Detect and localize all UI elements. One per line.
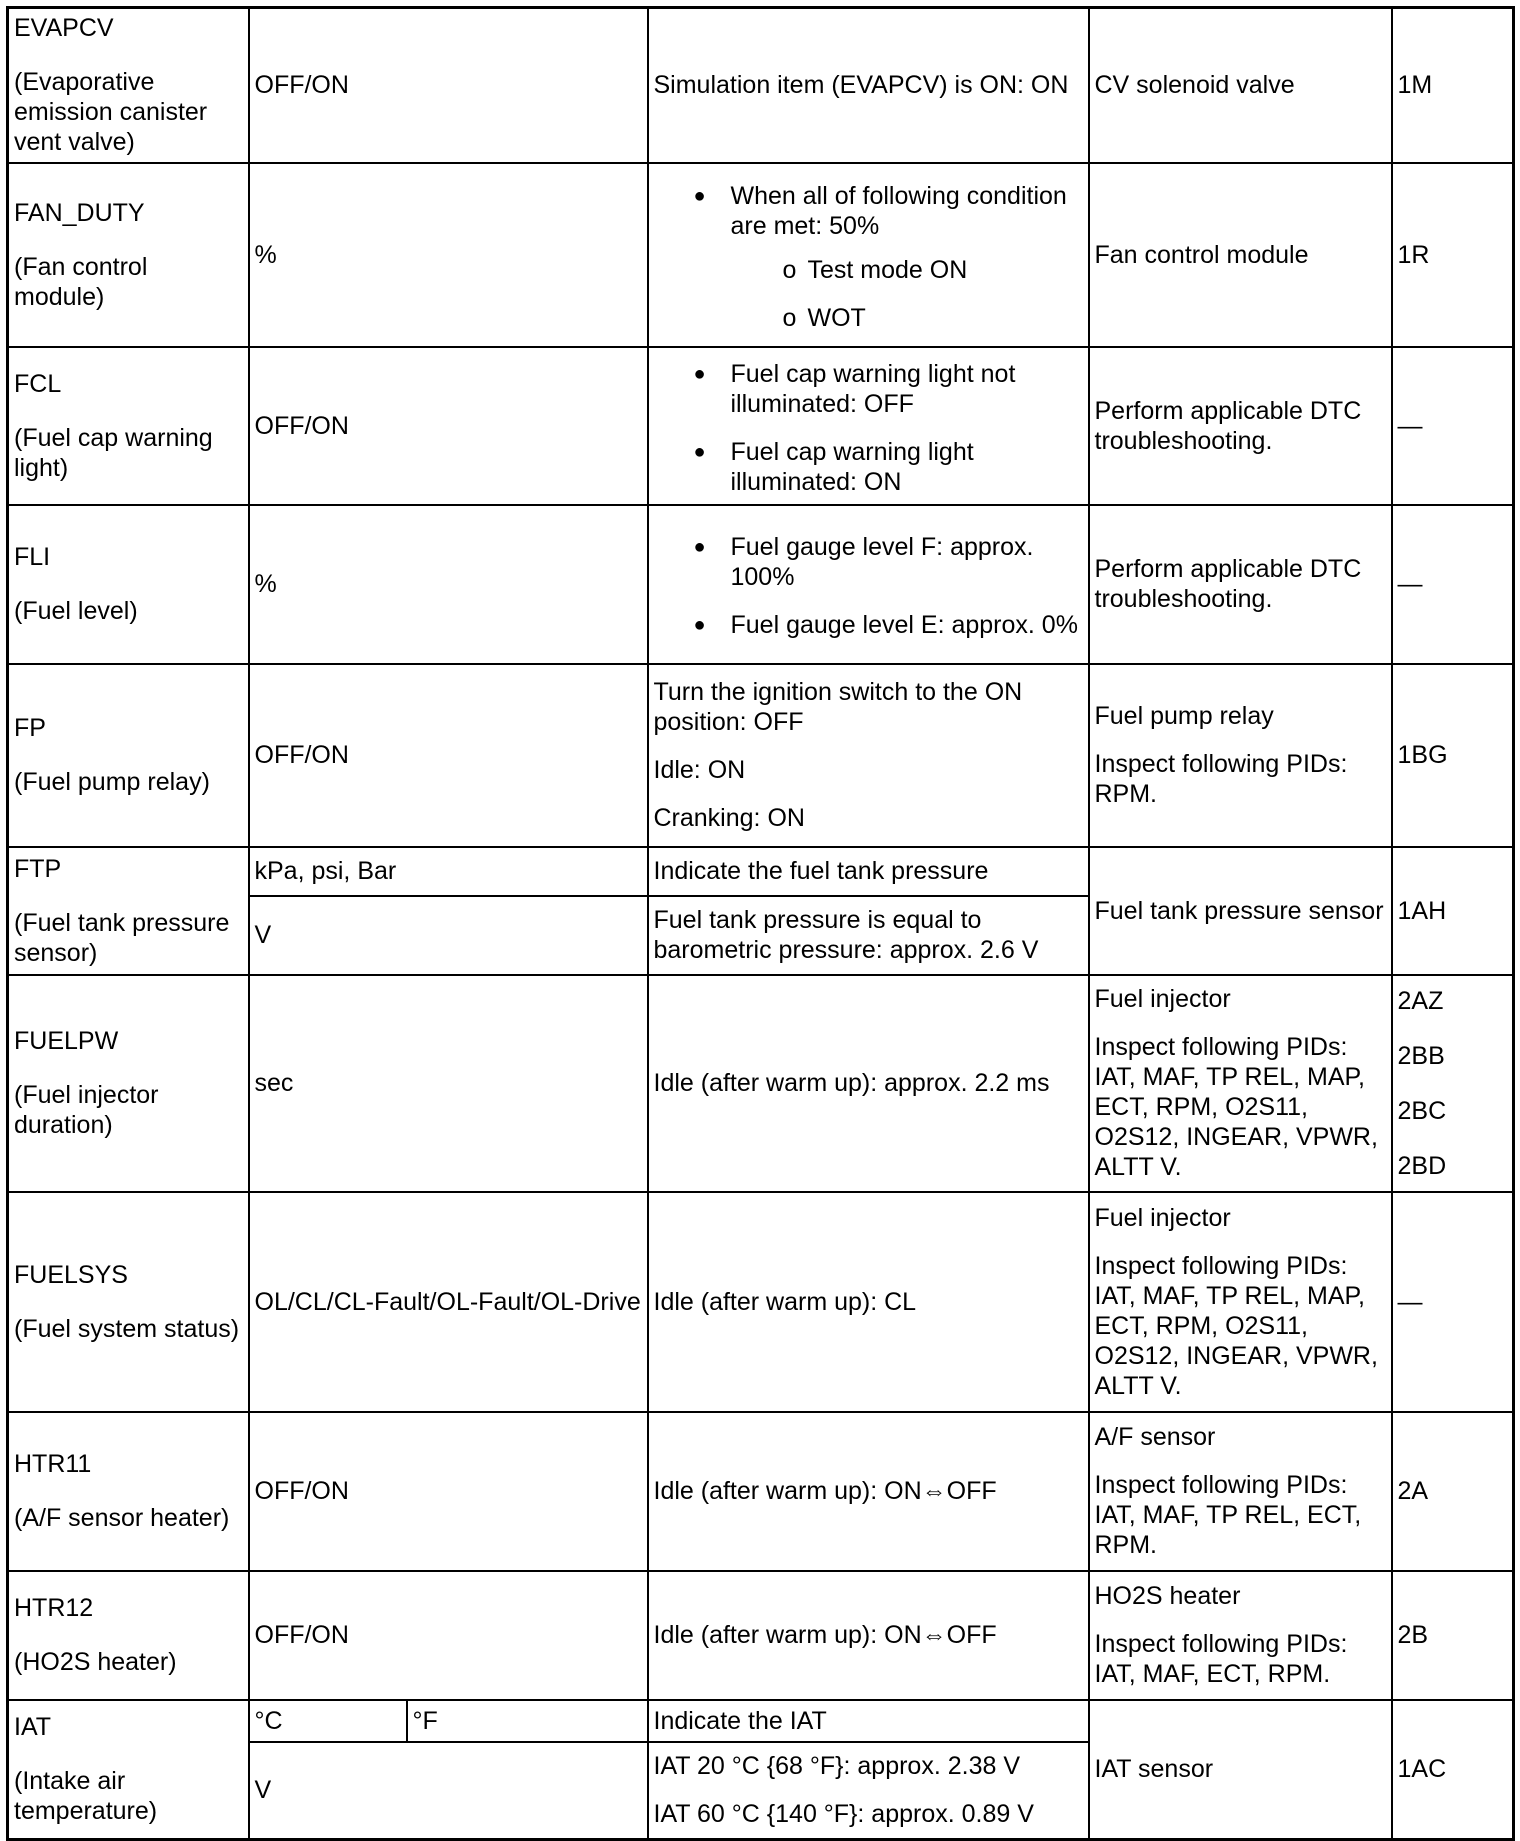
terminal-cell: 1R: [1392, 163, 1514, 347]
terminal-cell: 1AH: [1392, 847, 1514, 975]
condition-bullet: [654, 181, 1084, 333]
condition-cell: [648, 347, 1089, 505]
pid-name-cell: [8, 163, 249, 347]
pid-name: FAN_DUTY: [14, 198, 145, 227]
terminal-cell: 1M: [1392, 8, 1514, 163]
condition-cell: Simulation item (EVAPCV) is ON: ON: [648, 8, 1089, 163]
pid-name: FTP: [14, 854, 62, 883]
pid-reference-page: [6, 6, 1512, 1837]
terminal-cell: —: [1392, 1192, 1514, 1412]
pid-description: (Fan control module): [14, 252, 148, 311]
unit-cell: OFF/ON: [249, 1412, 648, 1571]
pid-name-cell: [8, 847, 249, 975]
action-detail: Inspect following PIDs: IAT, MAF, TP REL, ECT, RPM.: [1094, 1471, 1362, 1559]
pid-name-cell: [8, 1571, 249, 1700]
terminal-code: 2BD: [1397, 1151, 1447, 1180]
condition-cell: Idle (after warm up): CL: [648, 1192, 1089, 1412]
table-row: [8, 8, 1514, 163]
unit-cell-fahrenheit: °F: [407, 1700, 648, 1742]
pid-monitor-table: [6, 6, 1515, 1841]
condition-cell: Idle (after warm up): ON⇔OFF: [648, 1412, 1089, 1571]
pid-name-cell: [8, 505, 249, 664]
condition-line: IAT 60 °C {140 °F}: approx. 0.89 V: [653, 1800, 1034, 1829]
table-row: [8, 975, 1514, 1192]
table-row: [8, 847, 1514, 896]
table-row: [8, 664, 1514, 847]
pid-description: (Fuel system status): [14, 1314, 240, 1343]
pid-name-cell: [8, 664, 249, 847]
unit-cell: sec: [249, 975, 648, 1192]
action-detail: Inspect following PIDs: IAT, MAF, TP REL, MAP, ECT, RPM, O2S11, O2S12, INGEAR, VPWR, ALTT V.: [1094, 1033, 1378, 1181]
action-title: A/F sensor: [1094, 1423, 1216, 1451]
unit-cell: kPa, psi, Bar: [249, 847, 648, 896]
terminal-cell: 2B: [1392, 1571, 1514, 1700]
action-cell: IAT sensor: [1089, 1700, 1392, 1840]
condition-line: Cranking: ON: [653, 804, 805, 832]
unit-cell: %: [249, 505, 648, 664]
table-row: [8, 1700, 1514, 1742]
condition-line: Turn the ignition switch to the ON position: OFF: [653, 678, 1023, 736]
condition-line: Idle: ON: [653, 756, 746, 784]
pid-description: (A/F sensor heater): [14, 1504, 230, 1532]
condition-cell: [648, 664, 1089, 847]
pid-name: FP: [14, 714, 46, 742]
pid-name: HTR12: [14, 1594, 94, 1622]
condition-cell: Indicate the IAT: [648, 1700, 1089, 1742]
pid-description: (Fuel cap warning light): [14, 423, 213, 482]
pid-name: EVAPCV: [14, 14, 114, 43]
unit-cell: OFF/ON: [249, 347, 648, 505]
action-cell: [1089, 975, 1392, 1192]
action-cell: Fan control module: [1089, 163, 1392, 347]
table-row: [8, 163, 1514, 347]
pid-name-cell: [8, 975, 249, 1192]
condition-bullet: ● Fuel cap warning light illuminated: ON: [654, 437, 1084, 497]
pid-name-cell: [8, 1192, 249, 1412]
pid-description: (Intake air temperature): [14, 1767, 158, 1826]
pid-description: (Evaporative emission canister vent valve): [14, 68, 208, 157]
action-cell: CV solenoid valve: [1089, 8, 1392, 163]
condition-cell: [648, 163, 1089, 347]
terminal-code: 2AZ: [1397, 986, 1444, 1015]
condition-sub-item: o Test mode ON: [731, 255, 1084, 285]
pid-name-cell: [8, 1700, 249, 1840]
condition-bullet: ● Fuel cap warning light not illuminated: OFF: [654, 359, 1084, 419]
action-detail: Inspect following PIDs: IAT, MAF, ECT, RPM.: [1094, 1630, 1348, 1688]
action-title: Fuel injector: [1094, 985, 1231, 1013]
unit-cell: V: [249, 896, 648, 975]
pid-description: (HO2S heater): [14, 1648, 177, 1676]
unit-cell: OFF/ON: [249, 1571, 648, 1700]
table-row: [8, 1571, 1514, 1700]
pid-description: (Fuel injector duration): [14, 1081, 159, 1139]
action-title: Fuel pump relay: [1094, 702, 1274, 730]
unit-cell: V: [249, 1742, 648, 1840]
condition-bullet: ● Fuel gauge level E: approx. 0%: [654, 610, 1084, 640]
condition-cell: Idle (after warm up): approx. 2.2 ms: [648, 975, 1089, 1192]
pid-name: FUELPW: [14, 1027, 119, 1055]
condition-bullet: ● Fuel gauge level F: approx. 100%: [654, 532, 1084, 592]
action-cell: [1089, 1192, 1392, 1412]
pid-description: (Fuel level): [14, 597, 138, 625]
condition-sub-item: o WOT: [731, 303, 1084, 333]
action-title: Fuel injector: [1094, 1203, 1231, 1232]
terminal-cell: —: [1392, 505, 1514, 664]
action-cell: [1089, 664, 1392, 847]
pid-description: (Fuel pump relay): [14, 768, 210, 796]
unit-cell: OFF/ON: [249, 8, 648, 163]
action-cell: [1089, 1571, 1392, 1700]
pid-name-cell: [8, 347, 249, 505]
action-cell: Perform applicable DTC troubleshooting.: [1089, 505, 1392, 664]
action-cell: [1089, 1412, 1392, 1571]
table-row: [8, 1412, 1514, 1571]
action-title: HO2S heater: [1094, 1582, 1241, 1610]
unit-cell: OFF/ON: [249, 664, 648, 847]
pid-name-cell: [8, 1412, 249, 1571]
action-cell: Perform applicable DTC troubleshooting.: [1089, 347, 1392, 505]
table-row: [8, 347, 1514, 505]
pid-name: IAT: [14, 1713, 52, 1742]
unit-cell: %: [249, 163, 648, 347]
terminal-cell: 1BG: [1392, 664, 1514, 847]
pid-description: (Fuel tank pressure sensor): [14, 908, 230, 967]
condition-cell: Indicate the fuel tank pressure: [648, 847, 1089, 896]
unit-cell: OL/CL/CL-Fault/OL-Fault/OL-Drive: [249, 1192, 648, 1412]
terminal-cell: [1392, 975, 1514, 1192]
action-cell: Fuel tank pressure sensor: [1089, 847, 1392, 975]
table-row: [8, 505, 1514, 664]
unit-cell-celsius: °C: [249, 1700, 407, 1742]
action-detail: Inspect following PIDs: RPM.: [1094, 750, 1348, 808]
condition-cell: Idle (after warm up): ON⇔OFF: [648, 1571, 1089, 1700]
terminal-code: 2BC: [1397, 1096, 1447, 1125]
terminal-cell: 1AC: [1392, 1700, 1514, 1840]
pid-name: HTR11: [14, 1450, 92, 1478]
condition-bullet-text: When all of following condition are met: 50%: [730, 181, 1067, 240]
terminal-code: 2BB: [1397, 1041, 1445, 1070]
action-detail: Inspect following PIDs: IAT, MAF, TP REL, MAP, ECT, RPM, O2S11, O2S12, INGEAR, VPWR, ALTT V.: [1094, 1251, 1378, 1400]
pid-name-cell: [8, 8, 249, 163]
table-row: [8, 1192, 1514, 1412]
pid-name: FCL: [14, 369, 62, 398]
condition-cell: Fuel tank pressure is equal to barometric pressure: approx. 2.6 V: [648, 896, 1089, 975]
condition-cell: [648, 1742, 1089, 1840]
pid-name: FUELSYS: [14, 1260, 128, 1289]
terminal-cell: 2A: [1392, 1412, 1514, 1571]
terminal-cell: —: [1392, 347, 1514, 505]
condition-cell: [648, 505, 1089, 664]
condition-line: IAT 20 °C {68 °F}: approx. 2.38 V: [653, 1752, 1021, 1781]
pid-name: FLI: [14, 543, 51, 571]
